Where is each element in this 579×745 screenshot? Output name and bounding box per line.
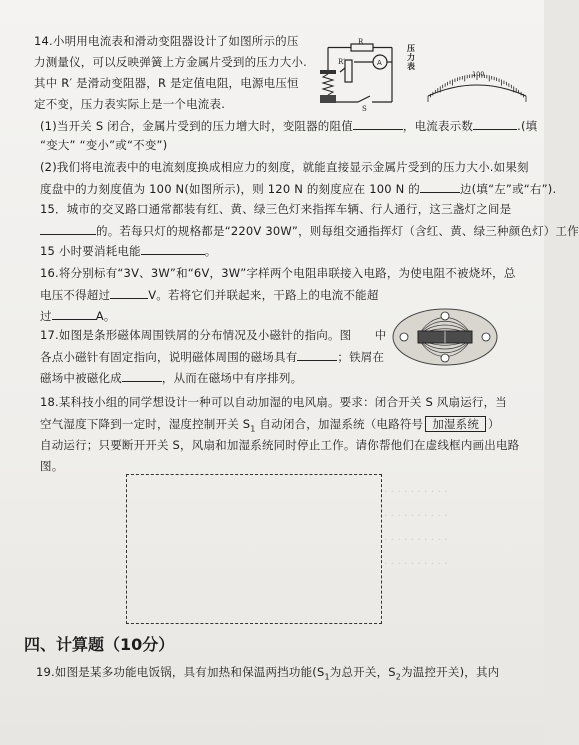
answer-blank-dial-side[interactable] [420,180,460,193]
dial-value-label: 100 [472,70,485,78]
q14-part2-line1: (2)我们将电流表中的电流刻度换成相应力的刻度，就能直接显示金属片受到的压力大小.如果刻 [40,160,529,174]
bleed-text: · · · · · · · · · · [384,486,448,498]
q15-line2: 的。若每只灯的规格都是“220V 30W”，则每组交通指挥灯（含红、黄、绿三种颜色灯）工作 [40,222,579,239]
answer-blank-voltage[interactable] [110,286,148,299]
answer-blank-direction[interactable] [297,348,337,361]
fig-label-rprime: R′ [338,58,345,66]
q14-part2-line2: 度盘中的力刻度值为 100 N(如图所示)，则 120 N 的刻度应在 100 N 的 边(填“左”或“右”). [40,182,557,196]
fig-label-ammeter: A [377,59,382,67]
bleed-text: · · · · · · · · · · [384,558,448,570]
answer-blank-energy[interactable] [141,242,205,255]
q14-line4: 定不变，压力表实际上是一个电流表. [34,97,226,111]
force-dial-figure [424,66,530,102]
q17-line3: 磁场中被磁化成 ，从而在磁场中有序排列。 [40,371,303,385]
humidifier-symbol-box: 加湿系统 [425,416,486,432]
q16-line3: 过 A。 [40,309,116,323]
bar-magnet-iron-filings-figure [390,304,500,370]
circuit-drawing-area[interactable] [126,474,382,624]
fig-label-switch: S [362,105,367,113]
q14-line3: 其中 R′ 是滑动变阻器，R 是定值电阻，电源电压恒 [34,76,299,90]
bleed-text: · · · · · · · · · · [384,534,448,546]
q16-line1: 16.将分别标有“3V、3W”和“6V，3W”字样两个电阻串联接入电路，为使电阻不被烧坏，总 [40,266,516,280]
q18-line3: 自动运行；只要断开开关 S，风扇和加湿系统同时停止工作。请你帮他们在虚线框内画出电路 [40,438,520,452]
q18-line1: 18.某科技小组的同学想设计一种可以自动加湿的电风扇。要求：闭合开关 S 风扇运行，当 [40,395,507,409]
q18-line4: 图。 [40,459,64,473]
answer-blank-magnet[interactable] [122,369,162,382]
answer-blank-resistance[interactable] [353,117,403,130]
q17-line2: 各点小磁针有固定指向，说明磁体周围的磁场具有 ；铁屑在 [40,350,385,364]
q14-line1: 14.小明用电流表和滑动变阻器设计了如图所示的压 [34,34,299,48]
answer-blank-connection[interactable] [40,222,96,235]
bleed-text: · · · · · · · · · · [384,510,448,522]
q19-line1: 19.如图是某多功能电饭锅，具有加热和保温两挡功能($S_1$为总开关，$S_2$为温控开关)，其内 [36,665,500,682]
section-heading-calculation: 四、计算题（10分） [24,635,175,654]
q14-part1-line2: “变大” “变小”或“不变”) [40,138,168,152]
answer-blank-current-limit[interactable] [52,307,96,320]
q17-line1: 17.如图是条形磁体周围铁屑的分布情况及小磁针的指向。图 中 [40,328,387,342]
q15-line3: 15 小时要消耗电能 。 [40,244,217,258]
q14-part1-line1: (1)当开关 S 闭合，金属片受到的压力增大时，变阻器的阻值 ，电流表示数 .(填 [40,119,538,133]
q14-line2: 力测量仪，可以反映弹簧上方金属片受到的压力大小. [34,55,307,69]
q16-line2: 电压不得超过 V。若将它们并联起来，干路上的电流不能超 [40,288,379,302]
q15-line1: 15．城市的交叉路口通常都装有红、黄、绿三色灯来指挥车辆、行人通行，这三盏灯之间是 [40,202,512,216]
answer-blank-current[interactable] [473,117,517,130]
fig-label-pressure-meter: 压力表 [407,44,415,71]
fig-label-r: R [358,38,364,46]
q18-line2: 空气湿度下降到一定时，湿度控制开关 $S_1$ 自动闭合，加湿系统（电路符号 加湿系统 ） [40,417,500,434]
